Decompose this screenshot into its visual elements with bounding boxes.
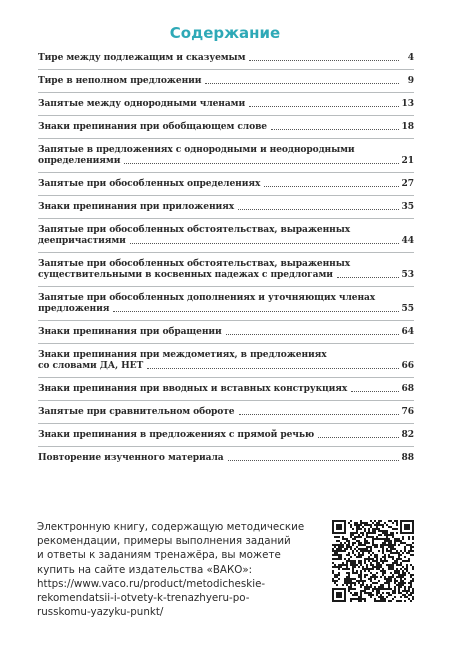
toc-entry-title: Знаки препинания в предложениях с прямой речью — [38, 429, 315, 440]
toc-page-number: 13 — [401, 98, 414, 109]
toc-separator — [38, 343, 414, 344]
toc-entry-title: со словами ДА, НЕТ — [38, 360, 144, 371]
toc-entry-title-line: Запятые при обособленных обстоятельствах, выраженных — [38, 258, 351, 269]
dot-leader — [113, 311, 398, 312]
ebook-note-line: и ответы к заданиям тренажёра, вы можете — [37, 549, 281, 562]
toc-entry[interactable] — [38, 201, 414, 212]
toc-separator — [38, 423, 414, 424]
table-of-contents — [38, 52, 414, 463]
toc-page-number: 76 — [401, 406, 414, 417]
toc-page-number: 4 — [407, 52, 414, 63]
toc-entry-title: Тире в неполном предложении — [38, 75, 202, 86]
toc-entry-title: Запятые между однородными членами — [38, 98, 246, 109]
page-title: Содержание — [169, 24, 281, 42]
toc-separator — [38, 400, 414, 401]
toc-entry-title: Знаки препинания при обобщающем слове — [38, 121, 267, 132]
toc-entry[interactable] — [38, 292, 414, 314]
toc-page-number: 55 — [401, 303, 414, 314]
toc-page-number: 21 — [401, 155, 414, 166]
toc-page-number: 82 — [401, 429, 414, 440]
toc-page-number: 9 — [407, 75, 414, 86]
dot-leader — [238, 209, 398, 210]
toc-separator — [38, 69, 414, 70]
toc-entry-title-line: Запятые при обособленных дополнениях и уточняющих членах — [38, 292, 376, 303]
toc-page-number: 66 — [401, 360, 414, 371]
toc-entry[interactable] — [38, 429, 414, 440]
dot-leader — [228, 460, 399, 461]
toc-page-number: 35 — [401, 201, 414, 212]
toc-entry-title: определениями — [38, 155, 121, 166]
toc-page-number: 88 — [401, 452, 414, 463]
toc-page-number: 64 — [401, 326, 414, 337]
toc-separator — [38, 446, 414, 447]
dot-leader — [318, 437, 398, 438]
toc-separator — [38, 92, 414, 93]
toc-page-number: 68 — [401, 383, 414, 394]
ebook-note-line: купить на сайте издательства «ВАКО»: — [37, 563, 253, 576]
dot-leader — [130, 243, 399, 244]
toc-entry-title: Запятые при обособленных определениях — [38, 178, 261, 189]
toc-entry-title: Тире между подлежащим и сказуемым — [38, 52, 246, 63]
toc-entry[interactable] — [38, 349, 414, 371]
toc-entry-title-line: Запятые при обособленных обстоятельствах, выраженных — [38, 224, 351, 235]
toc-entry-title: Знаки препинания при вводных и вставных конструкциях — [38, 383, 348, 394]
toc-entry-title: существительными в косвенных падежах с предлогами — [38, 269, 333, 280]
qr-code-icon[interactable] — [332, 520, 414, 602]
toc-entry[interactable] — [38, 452, 414, 463]
ebook-url-line[interactable]: rekomendatsii-i-otvety-k-trenazhyeru-po- — [37, 592, 250, 605]
ebook-note-line: Электронную книгу, содержащую методические — [37, 521, 305, 533]
toc-entry[interactable] — [38, 121, 414, 132]
toc-entry[interactable] — [38, 75, 414, 86]
toc-page-number: 18 — [401, 121, 414, 132]
toc-separator — [38, 320, 414, 321]
ebook-note-line: рекомендации, примеры выполнения заданий — [37, 535, 291, 548]
dot-leader — [147, 368, 398, 369]
toc-separator — [38, 138, 414, 139]
toc-entry[interactable] — [38, 406, 414, 417]
toc-entry[interactable] — [38, 178, 414, 189]
toc-page-number: 53 — [401, 269, 414, 280]
toc-entry-title: Знаки препинания при приложениях — [38, 201, 235, 212]
toc-separator — [38, 172, 414, 173]
toc-entry[interactable] — [38, 258, 414, 280]
toc-entry[interactable] — [38, 224, 414, 246]
dot-leader — [337, 277, 399, 278]
toc-page-number: 27 — [401, 178, 414, 189]
toc-separator — [38, 286, 414, 287]
toc-entry[interactable] — [38, 326, 414, 337]
dot-leader — [239, 414, 399, 415]
toc-entry-title-line: Знаки препинания при междометиях, в предложениях — [38, 349, 327, 360]
toc-entry-title-line: Запятые в предложениях с однородными и неоднородными — [38, 144, 355, 155]
ebook-url-line[interactable]: russkomu-yazyku-punkt/ — [37, 606, 164, 619]
toc-entry-title: Запятые при сравнительном обороте — [38, 406, 235, 417]
toc-entry-title: Знаки препинания при обращении — [38, 326, 222, 337]
dot-leader — [226, 334, 399, 335]
dot-leader — [205, 83, 399, 84]
toc-separator — [38, 115, 414, 116]
toc-entry-title: предложения — [38, 303, 110, 314]
toc-separator — [38, 252, 414, 253]
toc-entry[interactable] — [38, 98, 414, 109]
toc-entry-title: деепричастиями — [38, 235, 126, 246]
ebook-url-line[interactable]: https://www.vaco.ru/product/metodicheskie- — [37, 577, 266, 590]
toc-separator — [38, 195, 414, 196]
ebook-purchase-note — [37, 520, 327, 619]
dot-leader — [271, 129, 399, 130]
dot-leader — [264, 186, 398, 187]
toc-separator — [38, 218, 414, 219]
toc-separator — [38, 377, 414, 378]
toc-entry[interactable] — [38, 144, 414, 166]
dot-leader — [124, 163, 398, 164]
toc-page-number: 44 — [401, 235, 414, 246]
dot-leader — [351, 391, 398, 392]
dot-leader — [249, 60, 399, 61]
toc-entry-title: Повторение изученного материала — [38, 452, 224, 463]
toc-entry[interactable] — [38, 52, 414, 63]
dot-leader — [249, 106, 398, 107]
toc-entry[interactable] — [38, 383, 414, 394]
